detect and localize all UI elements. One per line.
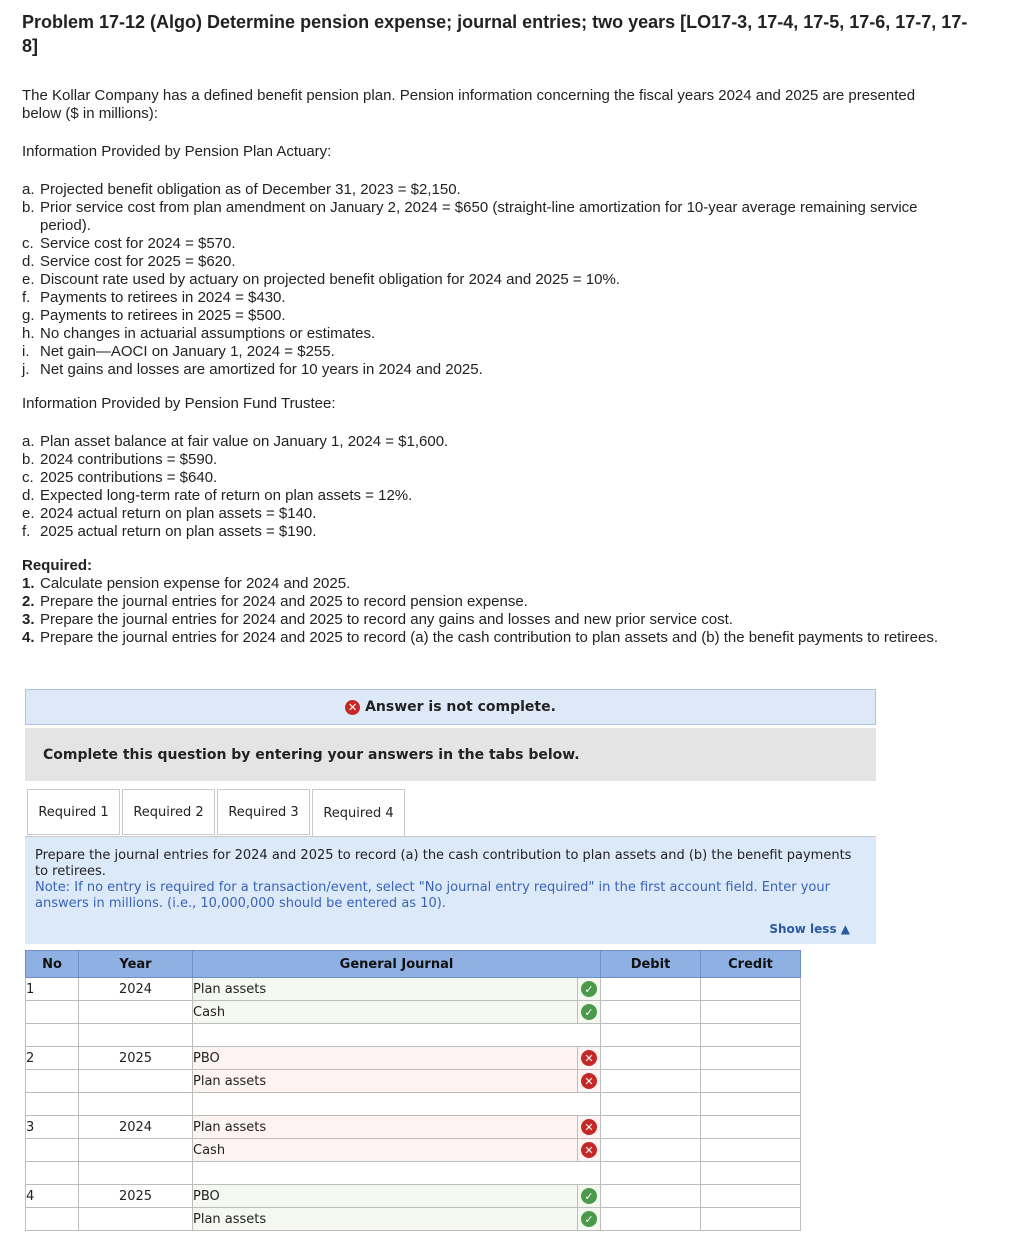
status-cell [578,1208,601,1231]
entry-number [26,1070,79,1093]
actuary-item [22,325,972,343]
blank-cell [79,1162,193,1185]
trustee-item [22,451,972,469]
entry-year [79,1139,193,1162]
actuary-item-text: Discount rate used by actuary on projected benefit obligation for 2024 and 2025 = 10%. [40,271,620,288]
entry-number: 3 [26,1116,79,1139]
entry-year: 2025 [79,1185,193,1208]
trustee-item [22,433,972,451]
actuary-item-label: i. [22,343,30,360]
actuary-item [22,289,972,307]
actuary-item [22,307,972,325]
show-less-toggle[interactable]: Show less ▲ [769,922,850,936]
journal-row [26,1185,801,1208]
debit-input[interactable] [601,1139,701,1162]
status-cell [578,1139,601,1162]
actuary-item-text: Service cost for 2024 = $570. [40,235,236,252]
debit-input[interactable] [601,1070,701,1093]
actuary-item [22,199,972,235]
required-item-text: Calculate pension expense for 2024 and 2025. [40,575,351,592]
trustee-item-label: f. [22,523,31,540]
blank-cell [578,1093,601,1116]
credit-input[interactable] [701,1185,801,1208]
required-block [22,557,962,647]
actuary-item-text: Projected benefit obligation as of December 31, 2023 = $2,150. [40,181,461,198]
entry-number: 1 [26,978,79,1001]
credit-input[interactable] [701,978,801,1001]
journal-blank-row [26,1024,801,1047]
trustee-item-label: b. [22,451,35,468]
account-select[interactable]: Plan assets [193,1208,578,1231]
required-item-label: 4. [22,629,35,646]
incorrect-x-icon: ✕ [581,1142,597,1158]
actuary-item [22,361,972,379]
entry-year [79,1070,193,1093]
trustee-heading: Information Provided by Pension Fund Trustee: [22,395,336,412]
journal-row [26,1208,801,1231]
actuary-item-label: g. [22,307,35,324]
trustee-item [22,469,972,487]
correct-check-icon: ✓ [581,1211,597,1227]
required-item-label: 3. [22,611,35,628]
tab-required-3[interactable]: Required 3 [217,789,310,835]
credit-input[interactable] [701,1047,801,1070]
status-cell [578,1070,601,1093]
answer-status-banner [25,689,876,725]
actuary-item-text: Payments to retirees in 2024 = $430. [40,289,286,306]
required-item [22,611,962,629]
entry-year [79,1208,193,1231]
account-select[interactable]: Plan assets [193,1070,578,1093]
entry-number: 2 [26,1047,79,1070]
incorrect-x-icon: ✕ [581,1119,597,1135]
entry-year: 2024 [79,978,193,1001]
intro-paragraph: The Kollar Company has a defined benefit pension plan. Pension information concerning the fiscal years 2024 and 2025 are presented below ($ in millions): [22,87,916,122]
account-select[interactable]: PBO [193,1047,578,1070]
col-header-general-journal: General Journal [193,951,601,978]
account-select[interactable]: Cash [193,1139,578,1162]
tab-required-4[interactable]: Required 4 [312,789,405,837]
journal-row [26,1139,801,1162]
blank-cell [601,1093,701,1116]
required-item [22,593,962,611]
tab-required-1[interactable]: Required 1 [27,789,120,835]
col-header-debit: Debit [601,951,701,978]
actuary-item-label: h. [22,325,35,342]
blank-cell [578,1162,601,1185]
required-list [22,575,962,647]
journal-row [26,1116,801,1139]
blank-cell [578,1024,601,1047]
actuary-item-text: Payments to retirees in 2025 = $500. [40,307,286,324]
instruction-panel [25,837,876,944]
required-item [22,629,962,647]
required-item-label: 2. [22,593,35,610]
journal-body [26,978,801,1231]
incorrect-x-icon: ✕ [581,1050,597,1066]
entry-number: 4 [26,1185,79,1208]
credit-input[interactable] [701,1070,801,1093]
status-cell [578,1001,601,1024]
trustee-item-text: Plan asset balance at fair value on January 1, 2024 = $1,600. [40,433,449,450]
blank-cell [701,1024,801,1047]
required-item-text: Prepare the journal entries for 2024 and 2025 to record (a) the cash contribution to plan assets and (b) the benefit payments to retirees. [40,629,939,646]
account-select[interactable]: Plan assets [193,1116,578,1139]
blank-cell [601,1162,701,1185]
trustee-item [22,505,972,523]
instruction-text: Prepare the journal entries for 2024 and 2025 to record (a) the cash contribution to plan assets and (b) the benefit payments to retirees. [35,848,852,879]
answer-status-text: Answer is not complete. [365,699,556,715]
blank-cell [79,1024,193,1047]
trustee-item [22,487,972,505]
debit-input[interactable] [601,978,701,1001]
blank-cell [701,1162,801,1185]
journal-row [26,1001,801,1024]
correct-check-icon: ✓ [581,1188,597,1204]
status-cell [578,1116,601,1139]
blank-cell [193,1024,578,1047]
actuary-item [22,253,972,271]
debit-input[interactable] [601,1047,701,1070]
correct-check-icon: ✓ [581,981,597,997]
debit-input[interactable] [601,1001,701,1024]
col-header-credit: Credit [701,951,801,978]
actuary-item [22,271,972,289]
journal-blank-row [26,1162,801,1185]
trustee-item-text: 2024 actual return on plan assets = $140. [40,505,317,522]
status-cell [578,978,601,1001]
debit-input[interactable] [601,1208,701,1231]
actuary-list [22,181,972,379]
credit-input[interactable] [701,1208,801,1231]
required-item-text: Prepare the journal entries for 2024 and 2025 to record pension expense. [40,593,528,610]
trustee-item-text: 2025 contributions = $640. [40,469,218,486]
debit-input[interactable] [601,1116,701,1139]
actuary-item-text: Prior service cost from plan amendment on January 2, 2024 = $650 (straight-line amortization for 10-year average remaining service period). [40,199,918,234]
trustee-item-text: 2024 contributions = $590. [40,451,218,468]
credit-input[interactable] [701,1001,801,1024]
actuary-item-label: a. [22,181,35,198]
blank-cell [193,1162,578,1185]
debit-input[interactable] [601,1185,701,1208]
actuary-item-label: c. [22,235,34,252]
blank-cell [701,1093,801,1116]
trustee-item [22,523,972,541]
actuary-item [22,235,972,253]
entry-year: 2024 [79,1116,193,1139]
actuary-item-label: d. [22,253,35,270]
required-heading: Required: [22,557,93,574]
entry-year [79,1001,193,1024]
instruction-note: Note: If no entry is required for a transaction/event, select "No journal entry required" in the first account field. Enter your answers in millions. (i.e., 10,000,000 should be entered as 10). [35,880,830,911]
account-select[interactable]: PBO [193,1185,578,1208]
required-item-text: Prepare the journal entries for 2024 and 2025 to record any gains and losses and new prior service cost. [40,611,733,628]
general-journal-table [25,950,801,1231]
incorrect-icon: ✕ [345,700,360,715]
entry-number [26,1208,79,1231]
blank-cell [26,1093,79,1116]
trustee-item-text: Expected long-term rate of return on plan assets = 12%. [40,487,413,504]
status-cell [578,1185,601,1208]
incorrect-x-icon: ✕ [581,1073,597,1089]
blank-cell [193,1093,578,1116]
trustee-item-label: c. [22,469,34,486]
complete-prompt: Complete this question by entering your answers in the tabs below. [25,728,876,781]
col-header-year: Year [79,951,193,978]
account-select[interactable]: Plan assets [193,978,578,1001]
required-item [22,575,962,593]
actuary-item [22,343,972,361]
col-header-no: No [26,951,79,978]
entry-year: 2025 [79,1047,193,1070]
account-select[interactable]: Cash [193,1001,578,1024]
credit-input[interactable] [701,1116,801,1139]
journal-blank-row [26,1093,801,1116]
status-cell [578,1047,601,1070]
trustee-list [22,433,972,541]
required-item-label: 1. [22,575,35,592]
trustee-item-text: 2025 actual return on plan assets = $190. [40,523,317,540]
trustee-item-label: e. [22,505,35,522]
blank-cell [601,1024,701,1047]
credit-input[interactable] [701,1139,801,1162]
actuary-item [22,181,972,199]
actuary-item-label: f. [22,289,31,306]
journal-row [26,1070,801,1093]
actuary-item-text: Net gain—AOCI on January 1, 2024 = $255. [40,343,335,360]
actuary-heading: Information Provided by Pension Plan Actuary: [22,143,332,160]
journal-row [26,978,801,1001]
blank-cell [79,1093,193,1116]
trustee-item-label: d. [22,487,35,504]
journal-row [26,1047,801,1070]
tab-required-2[interactable]: Required 2 [122,789,215,835]
correct-check-icon: ✓ [581,1004,597,1020]
entry-number [26,1001,79,1024]
problem-title: Problem 17-12 (Algo) Determine pension expense; journal entries; two years [LO17-3, 17-4, 17-5, 17-6, 17-7, 17-8] [22,12,968,56]
actuary-item-label: e. [22,271,35,288]
actuary-item-text: Net gains and losses are amortized for 10 years in 2024 and 2025. [40,361,483,378]
actuary-item-text: Service cost for 2025 = $620. [40,253,236,270]
entry-number [26,1139,79,1162]
trustee-item-label: a. [22,433,35,450]
actuary-item-text: No changes in actuarial assumptions or estimates. [40,325,376,342]
actuary-item-label: j. [22,361,30,378]
blank-cell [26,1024,79,1047]
actuary-item-label: b. [22,199,35,216]
blank-cell [26,1162,79,1185]
